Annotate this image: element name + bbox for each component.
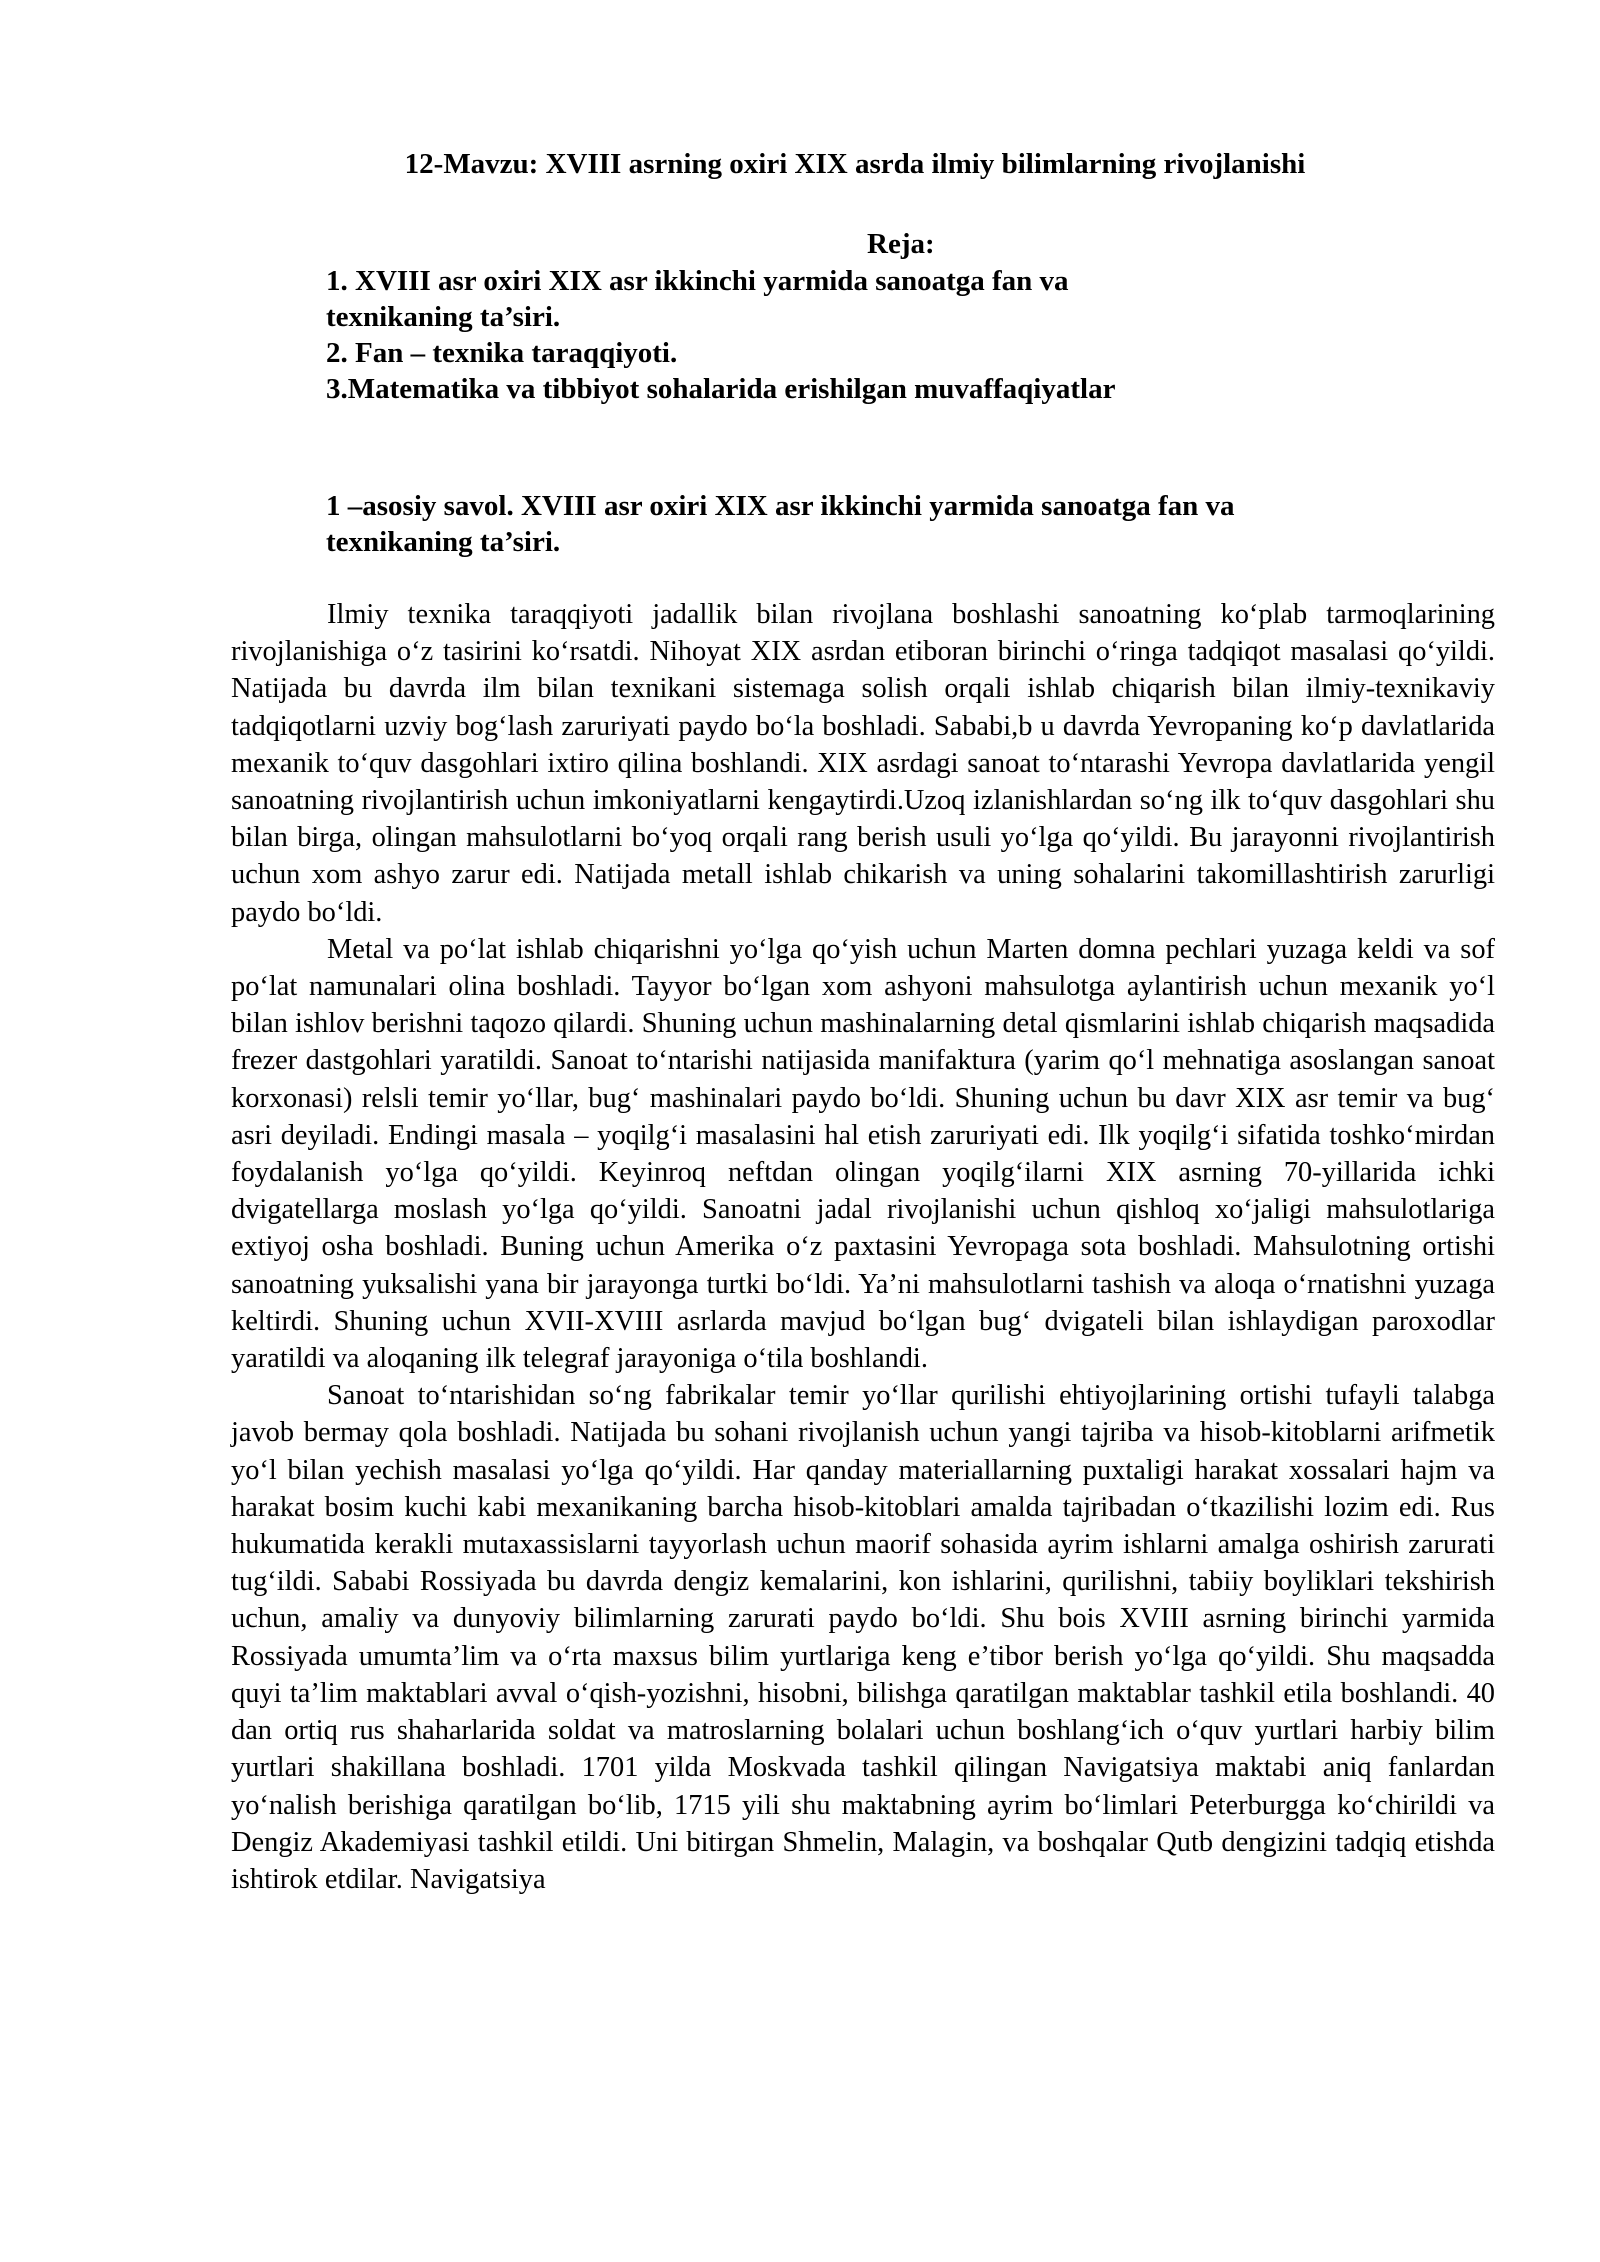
plan-item: 3.Matematika va tibbiyot sohalarida erishilgan muvaffaqiyatlar <box>326 373 1116 405</box>
plan-item: 2. Fan – texnika taraqqiyoti. <box>326 337 678 369</box>
plan-item: 1. XVIII asr oxiri XIX asr ikkinchi yarmida sanoatga fan va texnikaning ta’siri. <box>326 265 1069 333</box>
body-text <box>231 596 1495 1898</box>
plan-heading: Reja: <box>867 228 935 260</box>
plan-list <box>326 263 1226 407</box>
document-title: 12-Mavzu: XVIII asrning oxiri XIX asrda ilmiy bilimlarning rivojlanishi <box>404 148 1306 180</box>
paragraph: Sanoat to‘ntarishidan so‘ng fabrikalar temir yo‘llar qurilishi ehtiyojlarining ortishi tufayli talabga javob bermay qola boshladi. Natijada bu sohani rivojlanish uchun yangi tajriba va hisob-kitoblarni arifmetik yo‘l bilan yechish masalasi yo‘lga qo‘yildi. Har qanday materiallarning puxtaligi harakat xossalari hajm va harakat bosim kuchi kabi mexanikaning barcha hisob-kitoblari amalda tajribadan o‘tkazilishi lozim edi. Rus hukumatida kerakli mutaxassislarni tayyorlash uchun maorif sohasida ayrim ishlarni amalga oshirish zarurati tug‘ildi. Sababi Rossiyada bu davrda dengiz kemalarini, kon ishlarini, qurilishni, tabiiy boyliklari tekshirish uchun, amaliy va dunyoviy bilimlarning zarurati paydo bo‘ldi. Shu bois XVIII asrning birinchi yarmida Rossiyada umumta’lim va o‘rta maxsus bilim yurtlariga keng e’tibor berish yo‘lga qo‘yildi. Shu maqsadda quyi ta’lim maktablari avval o‘qish-yozishni, hisobni, bilishga qaratilgan maktablar tashkil etila boshlandi. 40 dan ortiq rus shaharlarida soldat va matroslarning bolalari uchun boshlang‘ich o‘quv yurtlari harbiy bilim yurtlari shakillana boshladi. 1701 yilda Moskvada tashkil qilingan Navigatsiya maktabi aniq fanlardan yo‘nalish berishiga qaratilgan bo‘lib, 1715 yili shu maktabning ayrim bo‘limlari Peterburgga ko‘chirildi va Dengiz Akademiyasi tashkil etildi. Uni bitirgan Shmelin, Malagin, va boshqalar Qutb dengizini tadqiq etishda ishtirok etdilar. Navigatsiya <box>231 1380 1495 1895</box>
question-heading: 1 –asosiy savol. XVIII asr oxiri XIX asr ikkinchi yarmida sanoatga fan va texnikaning ta’siri. <box>326 490 1235 558</box>
paragraph: Metal va po‘lat ishlab chiqarishni yo‘lga qo‘yish uchun Marten domna pechlari yuzaga keldi va sof po‘lat namunalari olina boshladi. Tayyor bo‘lgan xom ashyoni mahsulotga aylantirish uchun mexanik yo‘l bilan ishlov berishni taqozo qilardi. Shuning uchun mashinalarning detal qismlarini ishlab chiqarish maqsadida frezer dastgohlari yaratildi. Sanoat to‘ntarishi natijasida manifaktura (yarim qo‘l mehnatiga asoslangan sanoat korxonasi) relsli temir yo‘llar, bug‘ mashinalari paydo bo‘ldi. Shuning uchun bu davr XIX asr temir va bug‘ asri deyiladi. Endingi masala – yoqilg‘i masalasini hal etish zaruriyati edi. Ilk yoqilg‘i sifatida toshko‘mirdan foydalanish yo‘lga qo‘yildi. Keyinroq neftdan olingan yoqilg‘ilarni XIX asrning 70-yillarida ichki dvigatellarga moslash yo‘lga qo‘yildi. Sanoatni jadal rivojlanishi uchun qishloq xo‘jaligi mahsulotlariga extiyoj osha boshladi. Buning uchun Amerika o‘z paxtasini Yevropaga sota boshladi. Mahsulotning ortishi sanoatning yuksalishi yana bir jarayonga turtki bo‘ldi. Ya’ni mahsulotlarni tashish va aloqa o‘rnatishni yuzaga keltirdi. Shuning uchun XVII-XVIII asrlarda mavjud bo‘lgan bug‘ dvigateli bilan ishlaydigan paroxodlar yaratildi va aloqaning ilk telegraf jarayoniga o‘tila boshlandi. <box>231 933 1495 1375</box>
paragraph: Ilmiy texnika taraqqiyoti jadallik bilan rivojlana boshlashi sanoatning ko‘plab tarmoqlarining rivojlanishiga o‘z tasirini ko‘rsatdi. Nihoyat XIX asrdan etiboran birinchi o‘ringa tadqiqot masalasi qo‘yildi. Natijada bu davrda ilm bilan texnikani sistemaga solish orqali ishlab chiqarish bilan ilmiy-texnikaviy tadqiqotlarni uzviy bog‘lash zaruriyati paydo bo‘la boshladi. Sababi,b u davrda Yevropaning ko‘p davlatlarida mexanik to‘quv dasgohlari ixtiro qilina boshlandi. XIX asrdagi sanoat to‘ntarashi Yevropa davlatlarida yengil sanoatning rivojlantirish uchun imkoniyatlarni kengaytirdi.Uzoq izlanishlardan so‘ng ilk to‘quv dasgohlari shu bilan birga, olingan mahsulotlarni bo‘yoq orqali rang berish usuli yo‘lga qo‘yildi. Bu jarayonni rivojlantirish uchun xom ashyo zarur edi. Natijada metall ishlab chikarish va uning sohalarini takomillashtirish zarurligi paydo bo‘ldi. <box>231 599 1495 928</box>
